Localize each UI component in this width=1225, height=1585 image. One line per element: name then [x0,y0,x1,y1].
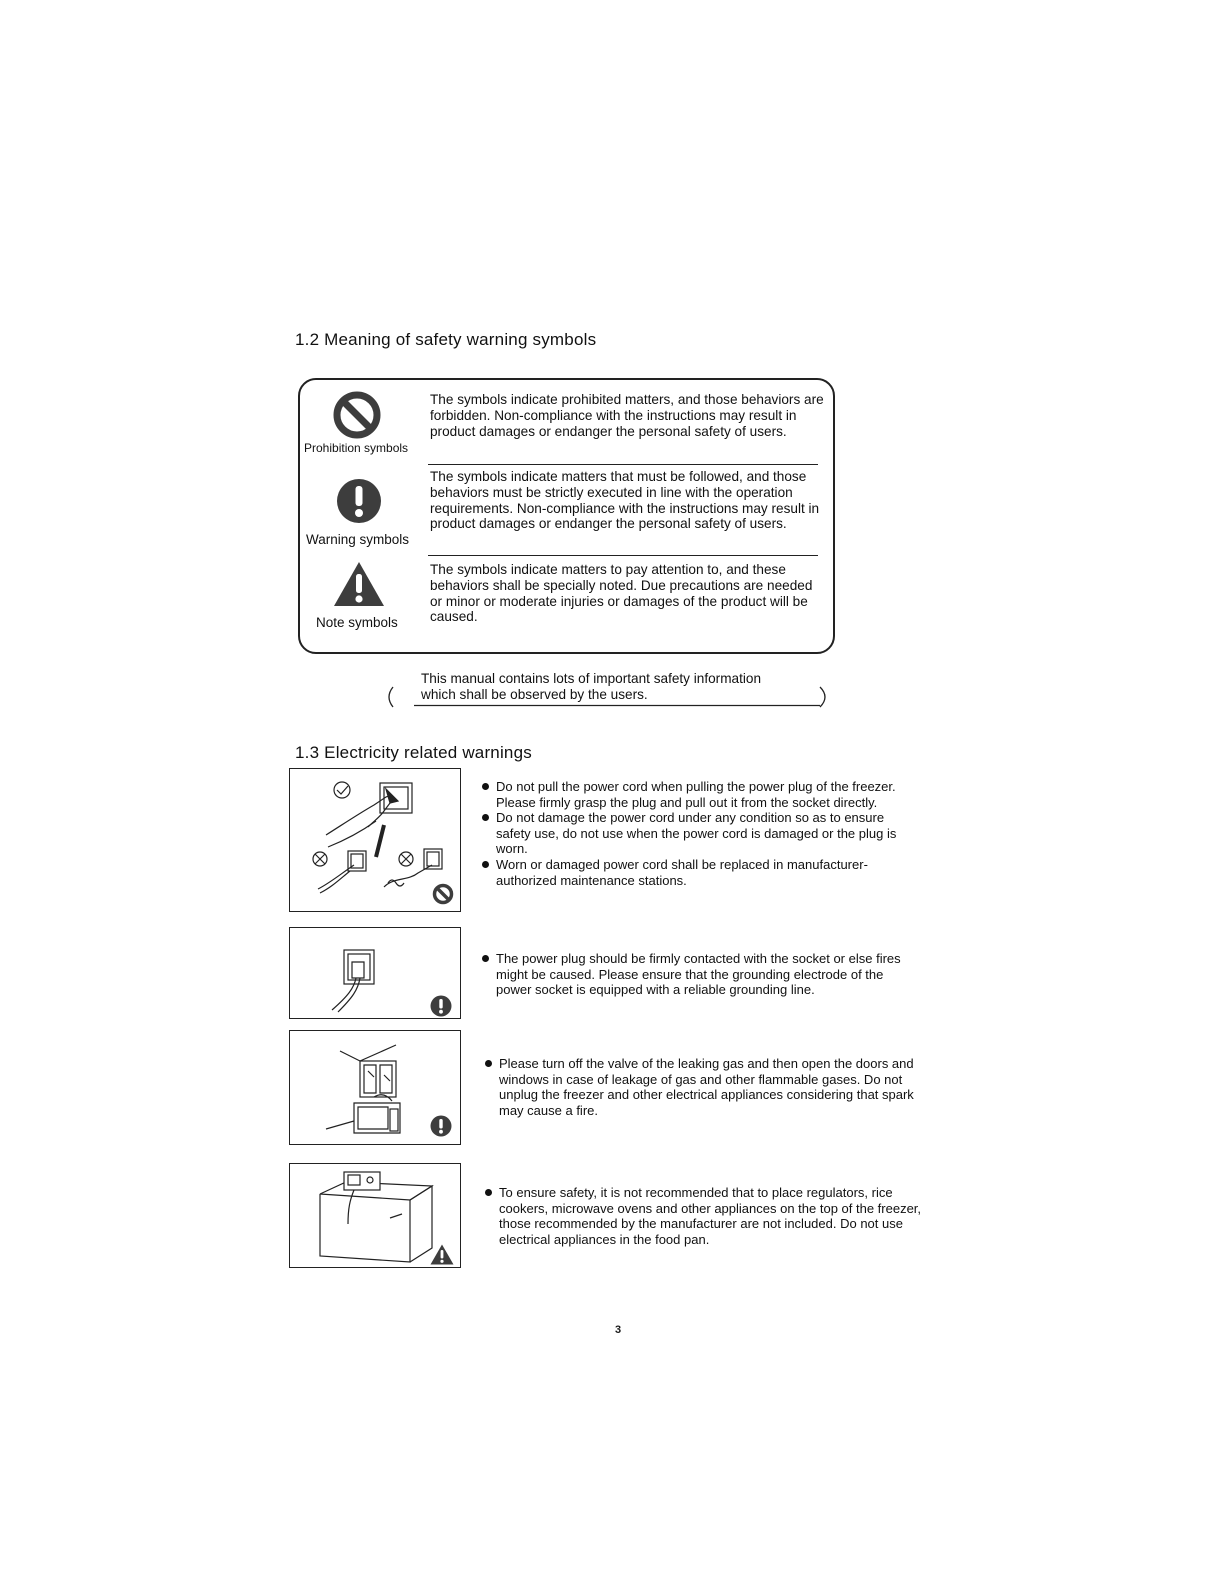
prohibition-icon [332,390,382,445]
warning-item: The power plug should be firmly contacted with the socket or else fires might be caused. Please ensure that the grounding electrode of the power socket is equipped with a reliable grounding line. [480,951,920,998]
warning-list-1 [480,779,920,888]
page-number: 3 [615,1324,622,1336]
unplug-by-grasping-plug-illustration [289,768,461,912]
important-note-line-1: This manual contains lots of important safety information [421,671,762,686]
divider [428,555,818,556]
symbol-description-prohibition: The symbols indicate prohibited matters, and those behaviors are forbidden. Non-compliance with the instructions may result in product damages or endanger the personal safety of users. [430,392,824,439]
divider [428,464,818,465]
appliance-on-freezer-illustration [289,1163,461,1268]
symbol-label-prohibition: Prohibition symbols [304,441,409,455]
section-heading-1-3: 1.3 Electricity related warnings [295,743,532,762]
warning-item: Worn or damaged power cord shall be replaced in manufacturer-authorized maintenance stations. [480,857,920,888]
warning-list-4 [483,1185,943,1247]
warning-list-3 [483,1056,923,1118]
symbol-label-note: Note symbols [316,615,398,630]
symbol-label-warning: Warning symbols [306,532,410,547]
section-heading-1-2: 1.2 Meaning of safety warning symbols [295,330,597,349]
warning-item: Do not damage the power cord under any condition so as to ensure safety use, do not use when the power cord is damaged or the plug is worn. [480,810,920,857]
warning-item: Do not pull the power cord when pulling the power plug of the freezer. Please firmly grasp the plug and pull out it from the socket directly. [480,779,920,810]
warning-item: To ensure safety, it is not recommended that to place regulators, rice cookers, microwave ovens and other appliances on the top of the freezer, those recommended by the manufacturer are not included. Do not use electrical appliances in the food pan. [483,1185,943,1247]
symbol-legend-box [298,378,835,654]
exclamation-circle-icon [336,478,382,529]
warning-list-2 [480,951,920,998]
warning-triangle-icon [333,561,385,612]
warning-item: Please turn off the valve of the leaking gas and then open the doors and windows in case of leakage of gas and other flammable gases. Do not unplug the freezer and other electrical appliances considering that spark may cause a fire. [483,1056,923,1118]
important-note-line-2: which shall be observed by the users. [421,687,648,702]
symbol-description-note: The symbols indicate matters to pay attention to, and these behaviors shall be specially noted. Due precautions are needed or minor or moderate injuries or damages of the product will be caused. [430,562,813,625]
plug-in-socket-illustration [289,927,461,1019]
gas-leak-window-illustration [289,1030,461,1145]
symbol-description-warning: The symbols indicate matters that must be followed, and those behaviors must be strictly executed in line with the operation requirements. Non-compliance with the instructions may result in product damages or endanger the personal safety of users. [430,469,820,532]
